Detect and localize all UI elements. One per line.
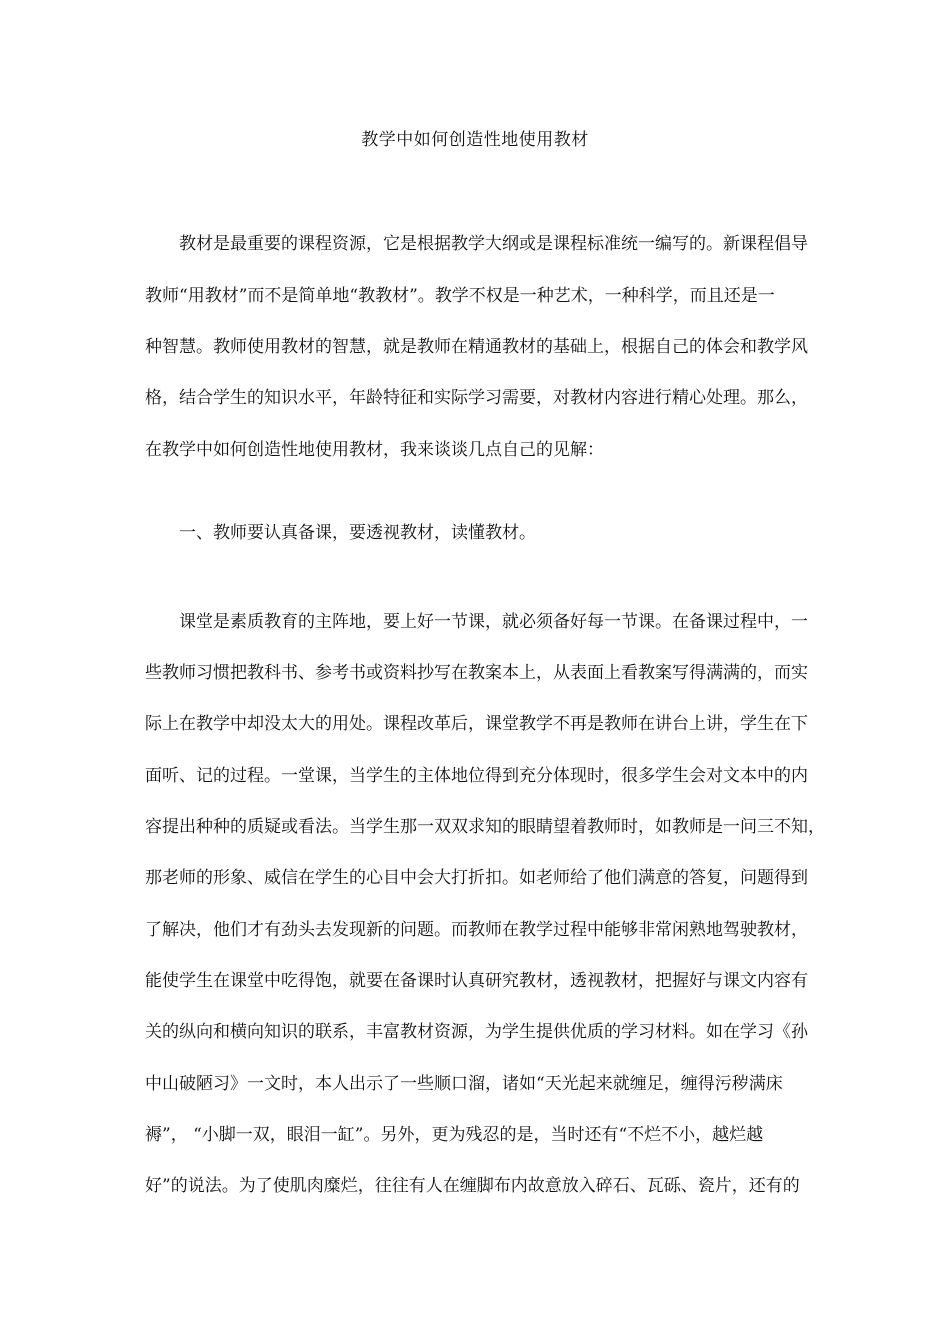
body-line-7: 了解决，他们才有劲头去发现新的问题。而教师在教学过程中能够非常闲熟地驾驶教材， <box>145 920 808 940</box>
body-line-11: 褥”， “小脚一双，眼泪一缸”。另外，更为残忍的是，当时还有“不烂不小，越烂越 <box>145 1125 764 1145</box>
body-line-8: 能使学生在课堂中吃得饱，就要在备课时认真研究教材，透视教材，把握好与课文内容有 <box>145 971 808 991</box>
body-line-9: 关的纵向和横向知识的联系，丰富教材资源，为学生提供优质的学习材料。如在学习《孙 <box>145 1022 808 1042</box>
intro-line-3: 种智慧。教师使用教材的智慧，就是教师在精通教材的基础上，根据自己的体会和教学风 <box>145 337 808 357</box>
body-line-5: 容提出种种的质疑或看法。当学生那一双双求知的眼睛望着教师时，如教师是一问三不知， <box>145 817 825 837</box>
intro-line-2: 教师“用教材”而不是简单地“教教材”。教学不权是一种艺术，一种科学，而且还是一 <box>145 286 775 306</box>
body-line-1: 课堂是素质教育的主阵地，要上好一节课，就必须备好每一节课。在备课过程中，一 <box>179 612 808 632</box>
body-line-12: 好”的说法。为了使肌肉糜烂，往往有人在缠脚布内故意放入碎石、瓦砾、瓷片，还有的 <box>145 1176 800 1196</box>
intro-line-4: 格，结合学生的知识水平，年龄特征和实际学习需要，对教材内容进行精心处理。那么， <box>145 388 808 408</box>
body-line-10: 中山破陋习》一文时，本人出示了一些顺口溜，诸如“天光起来就缠足，缠得污秽满床 <box>145 1074 783 1094</box>
intro-line-1: 教材是最重要的课程资源，它是根据教学大纲或是课程标准统一编写的。新课程倡导 <box>179 234 808 254</box>
body-line-4: 面听、记的过程。一堂课，当学生的主体地位得到充分体现时，很多学生会对文本中的内 <box>145 766 808 786</box>
intro-line-5: 在教学中如何创造性地使用教材，我来谈谈几点自己的见解： <box>145 440 604 460</box>
body-line-6: 那老师的形象、威信在学生的心目中会大打折扣。如老师给了他们满意的答复，问题得到 <box>145 868 808 888</box>
body-line-3: 际上在教学中却没太大的用处。课程改革后，课堂教学不再是教师在讲台上讲，学生在下 <box>145 714 808 734</box>
body-line-2: 些教师习惯把教科书、参考书或资料抄写在教案本上，从表面上看教案写得满满的，而实 <box>145 663 808 683</box>
section-heading-1: 一、教师要认真备课，要透视教材，读懂教材。 <box>179 523 536 543</box>
document-title: 教学中如何创造性地使用教材 <box>361 130 589 150</box>
